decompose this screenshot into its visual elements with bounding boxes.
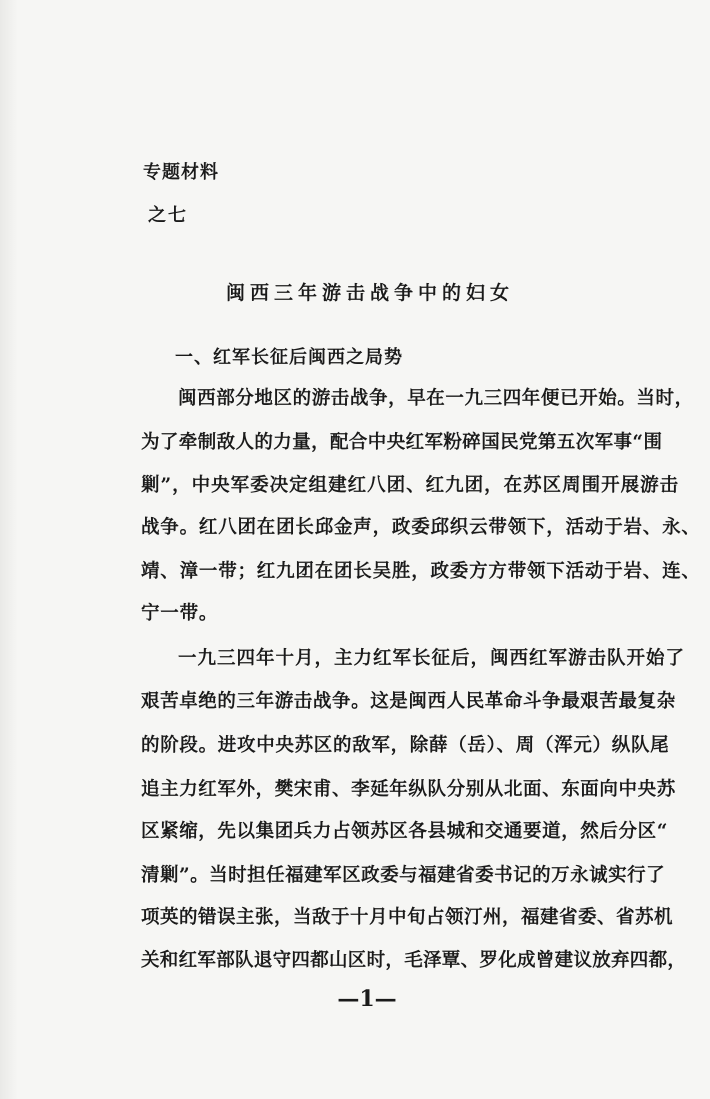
paragraph-1-line-5: 靖、漳一带；红九团在团长吴胜，政委方方带领下活动于岩、连、	[141, 561, 701, 582]
page-number: —1—	[337, 986, 397, 1012]
series-label: 专题材料	[143, 162, 219, 183]
scan-edge-shadow	[0, 0, 18, 1099]
series-number: 之七	[148, 205, 188, 226]
paragraph-1-line-2: 为了牵制敌人的力量，配合中央红军粉碎国民党第五次军事“围	[141, 432, 663, 453]
section-heading: 一、红军长征后闽西之局势	[175, 347, 403, 368]
paragraph-2-line-3: 的阶段。进攻中央苏区的敌军，除薛（岳）、周（浑元）纵队尾	[141, 735, 670, 756]
paragraph-1-line-3: 剿”，中央军委决定组建红八团、红九团，在苏区周围开展游击	[141, 475, 680, 496]
paragraph-1-line-1: 闽西部分地区的游击战争，早在一九三四年便已开始。当时，	[178, 388, 694, 409]
paragraph-2-line-6: 清剿”。当时担任福建军区政委与福建省委书记的万永诚实行了	[141, 865, 666, 886]
document-title: 闽西三年游击战争中的妇女	[225, 282, 514, 304]
paragraph-1-line-4: 战争。红八团在团长邱金声，政委邱织云带领下，活动于岩、永、	[141, 517, 701, 538]
paragraph-2-line-1: 一九三四年十月，主力红军长征后，闽西红军游击队开始了	[178, 648, 686, 669]
paragraph-2-line-4: 追主力红军外，樊宋甫、李延年纵队分别从北面、东面向中央苏	[141, 779, 676, 800]
paragraph-1-line-6: 宁一带。	[141, 603, 219, 624]
paragraph-2-line-2: 艰苦卓绝的三年游击战争。这是闽西人民革命斗争最艰苦最复杂	[141, 691, 676, 712]
paragraph-2-line-8: 关和红军部队退守四都山区时，毛泽覃、罗化成曾建议放弃四都，	[141, 950, 687, 971]
paragraph-2-line-7: 项英的错误主张，当敌于十月中旬占领汀州，福建省委、省苏机	[141, 907, 674, 928]
paragraph-2-line-5: 区紧缩，先以集团兵力占领苏区各县城和交通要道，然后分区“	[141, 821, 668, 842]
